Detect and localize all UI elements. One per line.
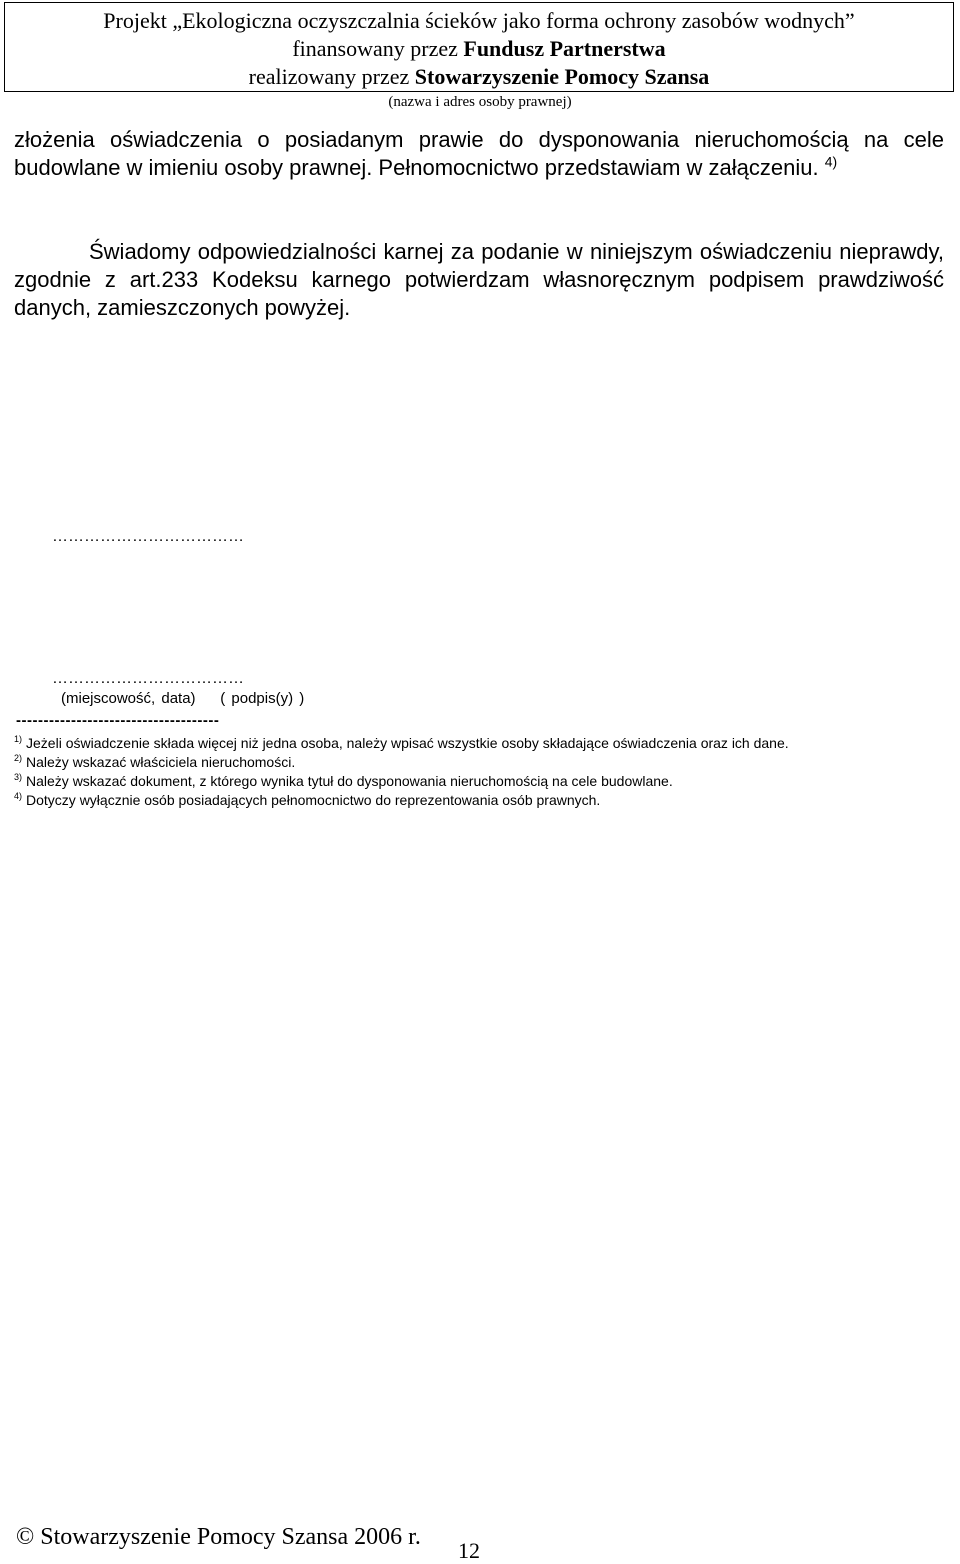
header-subtitle: (nazwa i adres osoby prawnej) (388, 94, 572, 110)
footnote-item (14, 791, 944, 810)
footnote-item (14, 772, 944, 791)
caption-place-date: (miejscowość, data) (61, 690, 196, 707)
paragraph-declaration: Świadomy odpowiedzialności karnej za podanie w niniejszym oświadczeniu nieprawdy, zgodnie z art.233 Kodeksu karnego potwierdzam własnoręcznym podpisem prawdziwość danych, zamieszczonych powyżej. (14, 239, 944, 320)
header-implementer (5, 63, 953, 91)
footnote-text: Jeżeli oświadczenie składa więcej niż jedna osoba, należy wpisać wszystkie osoby składające oświadczenia oraz ich dane. (26, 735, 789, 751)
footnote-text: Należy wskazać dokument, z którego wynika tytuł do dysponowania nieruchomością na cele budowlane. (26, 773, 673, 789)
signature-dots-bottom: ……………………………… (52, 670, 244, 687)
page-number: 12 (458, 1538, 480, 1563)
header-implementer-name: Stowarzyszenie Pomocy Szansa (414, 64, 710, 89)
document-header (4, 2, 954, 92)
footnote-mark: 3) (14, 772, 23, 783)
signature-caption (61, 690, 304, 707)
header-funder-name: Fundusz Partnerstwa (463, 36, 666, 61)
footnote-reference-4: 4) (824, 153, 838, 170)
footer-copyright: © Stowarzyszenie Pomocy Szansa 2006 r. (16, 1524, 421, 1550)
footnote-item (14, 753, 944, 772)
footnote-separator: ------------------------------------- (16, 712, 220, 729)
footnote-item (14, 734, 944, 753)
caption-signature: ( podpis(y) ) (220, 690, 305, 707)
header-implementer-prefix: realizowany przez (248, 64, 415, 89)
header-project-title: Projekt „Ekologiczna oczyszczalnia ścieków jako forma ochrony zasobów wodnych” (103, 8, 855, 33)
footnotes-list (14, 734, 944, 810)
footnote-mark: 4) (14, 791, 23, 802)
footnote-mark: 2) (14, 753, 23, 764)
signature-dots-top: ……………………………… (52, 528, 244, 545)
header-funder (5, 35, 953, 63)
header-funder-prefix: finansowany przez (292, 36, 464, 61)
footnote-mark: 1) (14, 734, 23, 745)
footnote-text: Dotyczy wyłącznie osób posiadających pełnomocnictwo do reprezentowania osób prawnych. (26, 792, 601, 808)
footnote-text: Należy wskazać właściciela nieruchomości. (26, 754, 296, 770)
paragraph-authorization (14, 126, 944, 182)
paragraph-authorization-text: złożenia oświadczenia o posiadanym prawie do dysponowania nieruchomością na cele budowlane w imieniu osoby prawnej. Pełnomocnictwo przedstawiam w załączeniu. (14, 127, 944, 180)
